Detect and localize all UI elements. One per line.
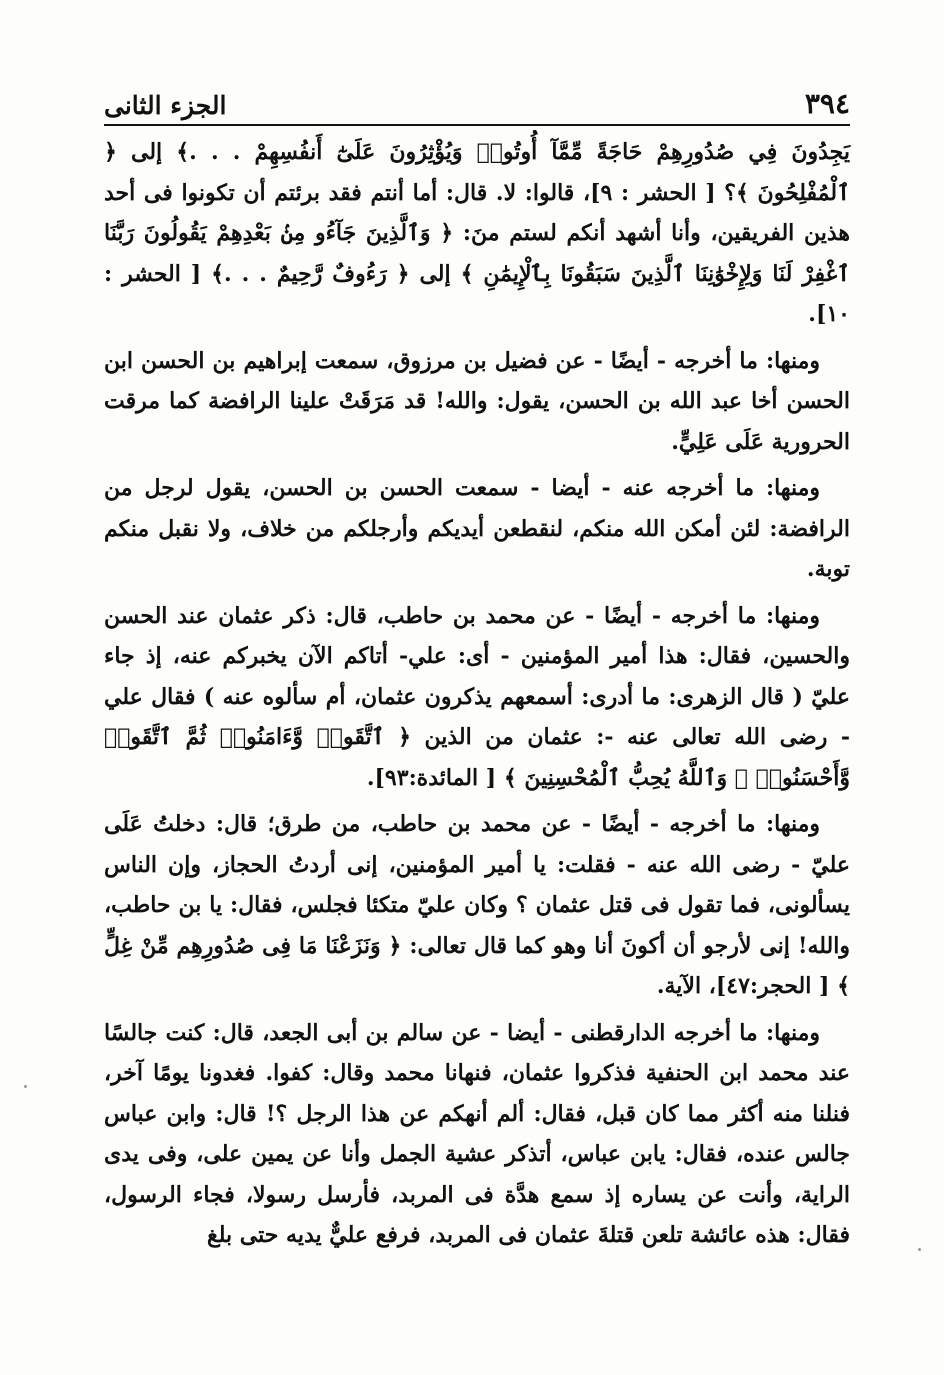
- paragraph-muhammad-ibn-hatib: ومنها: ما أخرجه - أيضًا - عن محمد بن حاطب، قال: ذكر عثمان عند الحسن والحسين، فقال: هذا أمير المؤمنين - أى: علي- أتاكم الآن يخبركم عنه، إذ جاء عليّ ( قال الزهرى: ما أدرى: أسمعهم يذكرون عثمان، أم سألوه عنه ) فقال علي - رضى الله تعالى عنه -: عثمان من الذين ﴿ ٱتَّقَوا۟ وَّءَامَنُوا۟ ثُمَّ ٱتَّقَوا۟ وَّأَحْسَنُوا۟ ۗ وَٱللَّهُ يُحِبُّ ٱلْمُحْسِنِينَ ﴾ [ المائدة:٩٣].: [104, 602, 850, 791]
- paragraph-muhammad-ibn-hatib-turuq: ومنها: ما أخرجه - أيضًا - عن محمد بن حاطب، من طرق؛ قال: دخلتُ عَلَى عليّ - رضى الله عنه - فقلت: يا أمير المؤمنين، إنى أردتُ الحجاز، وإن الناس يسألونى، فما تقول فى قتل عثمان ؟ وكان عليّ متكئا فجلس، فقال: يا بن حاطب، والله! إنى لأرجو أن أكونَ أنا وهو كما قال تعالى: ﴿ وَنَزَعْنَا مَا فِى صُدُورِهِم مِّنْ غِلٍّ ﴾ [ الحجر:٤٧]، الآية.: [104, 811, 850, 999]
- scan-speck: [24, 1085, 27, 1088]
- paragraph-hasan-ibn-hasan: ومنها: ما أخرجه عنه - أيضا - سمعت الحسن بن الحسن، يقول لرجل من الرافضة: لئن أمكن الله منكم، لنقطعن أيديكم وأرجلكم من خلاف، ولا نقبل منكم توبة.: [104, 475, 850, 582]
- running-title: الجزء الثانى: [104, 91, 227, 120]
- scan-speck: [918, 1248, 921, 1251]
- paragraph-daraqutni: ومنها: ما أخرجه الدارقطنى - أيضا - عن سالم بن أبى الجعد، قال: كنت جالسًا عند محمد ابن الحنفية فذكروا عثمان، فنهانا محمد وقال: كفوا. فغدونا يومًا آخر، فنلنا منه أكثر مما كان قبل، فقال: ألم أنهكم عن هذا الرجل ؟! قال: وابن عباس جالس عنده، فقال: يابن عباس، أتذكر عشية الجمل وأنا عن يمين على، وفى يدى الراية، وأنت عن يساره إذ سمع هدَّة فى المربد، فأرسل رسولا، فجاء الرسول، فقال: هذه عائشة تلعن قتلةَ عثمان فى المربد، فرفع عليٌّ يديه حتى بلغ: [104, 1019, 850, 1248]
- paragraph-ibrahim-ibn-hasan: ومنها: ما أخرجه - أيضًا - عن فضيل بن مرزوق، سمعت إبراهيم بن الحسن ابن الحسن أخا عبد الله بن الحسن، يقول: والله! قد مَرَقَتْ علينا الرافضة كما مرقت الحرورية عَلَى عَلِيٍّ.: [104, 347, 850, 455]
- page-header: [104, 84, 850, 120]
- paragraph-continuation: يَجِدُونَ فِي صُدُورِهِمْ حَاجَةً مِّمَّآ أُوتُوا۟ وَيُؤْثِرُونَ عَلَىٰٓ أَنفُسِهِمْ . . .﴾ إلى ﴿ ٱلْمُفْلِحُونَ ﴾؟ [ الحشر : ٩]، قالوا: لا. قال: أما أنتم فقد برئتم أن تكونوا فى أحد هذين الفريقين، وأنا أشهد أنكم لستم منَ: ﴿ وَٱلَّذِينَ جَآءُو مِنۢ بَعْدِهِمْ يَقُولُونَ رَبَّنَا ٱغْفِرْ لَنَا وَلِإِخْوَٰنِنَا ٱلَّذِينَ سَبَقُونَا بِٱلْإِيمَٰنِ ﴾ إلى ﴿ رَءُوفٌ رَّحِيمٌ . . .﴾ [ الحشر : ١٠].: [104, 139, 850, 327]
- page-number: ٣٩٤: [804, 87, 850, 120]
- body-text: [104, 132, 850, 1256]
- header-rule: [104, 124, 850, 126]
